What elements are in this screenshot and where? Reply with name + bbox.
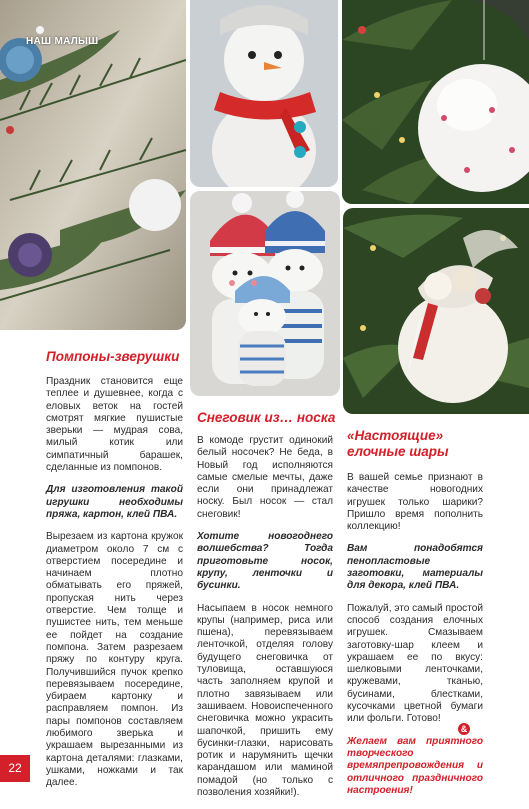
title-real-ornaments-line2: елочные шары xyxy=(347,444,449,459)
col2-intro: В комоде грустит одинокий белый носочек? Не беда, в Новый год исполняются самые смелые мечты, даже если они принадлежат носку. Был носок — стал снеговик! xyxy=(197,435,333,520)
col3-body: Пожалуй, это самый простой способ создания елочных игрушек. Смазываем заготовку-шар клеем и украшаем ее по вкусу: шелковыми ленточками, кружевами, тканью, бусинами, блестками, кусочками цветной бумаги или фольги. Готово! xyxy=(347,602,483,725)
section-label: НАШ МАЛЫШ xyxy=(26,36,99,47)
col3-closing: Желаем вам приятного творческого времяпрепровождения и отличного праздничного настроения! xyxy=(347,735,483,796)
photo-snowman-closeup xyxy=(190,0,338,187)
photo-white-ball xyxy=(342,0,529,204)
title-sock-snowman: Снеговик из… носка xyxy=(197,410,336,425)
col3-materials: Вам понадобятся пенопластовые заготовки, материалы для декора, клей ПВА. xyxy=(347,543,483,592)
page-number-badge xyxy=(0,755,30,782)
col2-body: Насыпаем в носок немного крупы (например, риса или пшена), перевязываем ленточкой, отделяя голову будущего снеговичка от туловища, оставшуюся часть заполняем крупой и плотно завязываем или зашиваем. Новоиспеченного снеговичка можно украсить шапочкой, пришить ему бусинки-глазки, нарисовать ротик и нарумянить щечки карандашом или маминой помадой (но только с позволения хозяйки!). xyxy=(197,602,333,799)
col3-intro: В вашей семье признают в качестве новогодних игрушек только шарики? Пришло время пополнить коллекцию! xyxy=(347,472,483,533)
col2-text xyxy=(197,435,333,809)
col1-intro: Праздник становится еще теплее и душевнее, когда с еловых веток на гостей смотрят мягкие пушистые зверьки — мудрая сова, милый котик или симпатичный барашек, сделанные из помпонов. xyxy=(46,376,183,474)
photo-decorated-ball xyxy=(343,208,529,414)
photo-pompom-animals xyxy=(0,0,186,330)
page-number: 22 xyxy=(8,761,22,775)
col3-text xyxy=(347,472,483,807)
title-real-ornaments-line1: «Настоящие» xyxy=(347,428,444,443)
photo-three-snowmen xyxy=(190,191,340,396)
col1-materials: Для изготовления такой игрушки необходимы пряжа, картон, клей ПВА. xyxy=(46,484,183,520)
closing-swirl-icon: & xyxy=(458,723,470,735)
col1-body: Вырезаем из картона кружок диаметром около 7 см с отверстием посередине и начинаем плотно обматывать его пряжей, пропуская нить через отверстие. Чем толще и пушистее нить, тем меньше ее пойдет на создание помпона. Затем разрезаем пряжу по контуру круга. Получившийся пучок крепко перевязываем посередине, убираем картонку и расправляем помпон. Из пары помпонов составляем любимого зверька и украшаем вырезанными из картона деталями: глазками, ушками, ножками и так далее. xyxy=(46,531,183,789)
col1-text xyxy=(46,376,183,800)
title-real-ornaments xyxy=(347,428,487,460)
title-pompom-animals: Помпоны-зверушки xyxy=(46,349,180,364)
col2-materials: Хотите новогоднего волшебства? Тогда приготовьте носок, крупу, ленточки и бусинки. xyxy=(197,531,333,592)
